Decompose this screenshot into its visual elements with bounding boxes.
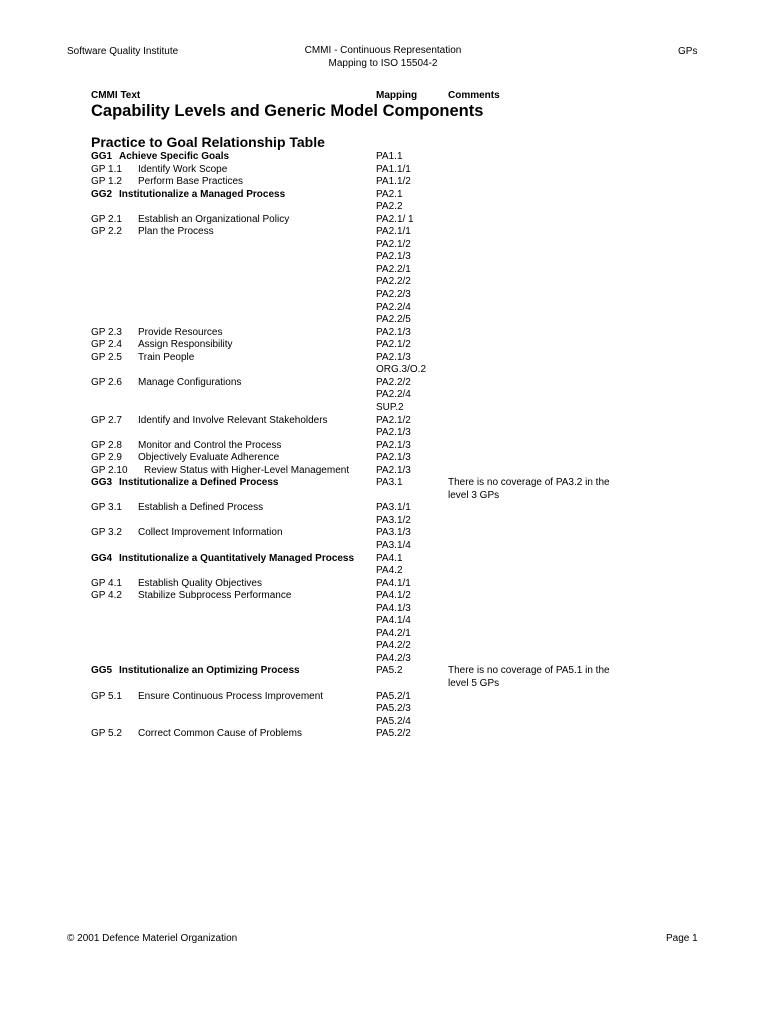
mapping-list [376,189,403,214]
goal-id: GG4 [91,552,113,564]
mapping-entry: PA3.1/3 [376,527,411,539]
mapping-entry: PA3.1/2 [376,514,411,526]
mapping-list [376,665,403,678]
mapping-entry: PA2.1/3 [376,427,411,439]
practice-id: GP 2.6 [91,376,122,388]
practice-id: GP 1.2 [91,176,122,188]
practice-row [91,465,651,478]
goal-id: GG2 [91,188,113,200]
mapping-entry: PA2.1/2 [376,414,411,426]
mapping-entry: PA2.1/1 [376,226,411,238]
practice-name: Establish an Organizational Policy [138,213,290,225]
practice-id: GP 2.8 [91,439,122,451]
mapping-entry: PA1.1 [376,151,403,162]
mapping-entry: PA4.2/2 [376,640,411,652]
mapping-entry: PA2.1/3 [376,251,411,263]
mapping-entry: PA3.1/4 [376,539,411,551]
comment-text: There is no coverage of PA5.1 in the level 5 GPs [448,665,610,689]
practice-name: Ensure Continuous Process Improvement [138,690,324,702]
practice-name: Collect Improvement Information [138,527,283,539]
mapping-list [376,527,411,552]
mapping-entry: PA4.1 [376,552,403,564]
goal-id: GG1 [91,151,113,162]
mapping-entry: PA1.1/1 [376,163,411,175]
header-title-line2: Mapping to ISO 15504-2 [328,57,438,69]
mapping-entry: PA2.2/2 [376,276,411,288]
mapping-entry: PA5.2 [376,665,403,677]
table-title: Practice to Goal Relationship Table [91,134,325,150]
mapping-entry: PA4.1/4 [376,615,411,627]
practice-row [91,377,651,415]
goal-row [91,665,651,690]
mapping-list [376,578,411,591]
mapping-list [376,415,411,440]
practice-row [91,728,651,741]
practice-name: Train People [138,351,195,363]
practice-row [91,176,651,189]
practice-name: Monitor and Control the Process [138,439,282,451]
practice-name: Assign Responsibility [138,339,233,351]
practice-id: GP 5.2 [91,728,122,740]
practice-name: Establish Quality Objectives [138,577,262,589]
practice-name: Plan the Process [138,226,214,238]
practice-name: Stabilize Subprocess Performance [138,590,292,602]
mapping-list [376,164,411,177]
mapping-list [376,339,411,352]
mapping-entry: PA5.2/1 [376,690,411,702]
practice-id: GP 2.2 [91,226,122,238]
goal-name: Institutionalize an Optimizing Process [119,665,300,677]
practice-name: Objectively Evaluate Adherence [138,452,280,464]
practice-row [91,214,651,227]
practice-id: GP 4.1 [91,577,122,589]
practice-name: Correct Common Cause of Problems [138,728,302,740]
mapping-entry: PA2.1/3 [376,351,411,363]
goal-row [91,553,651,578]
practice-name: Review Status with Higher-Level Management [144,464,350,476]
practice-row [91,415,651,440]
mapping-list [376,151,403,164]
goal-name: Achieve Specific Goals [119,151,230,162]
practice-name: Identify Work Scope [138,163,228,175]
mapping-list [376,477,403,490]
mapping-entry: PA4.2 [376,565,403,577]
mapping-entry: PA2.2/4 [376,389,411,401]
practice-id: GP 4.2 [91,590,122,602]
column-header-comments: Comments [448,90,500,101]
mapping-entry: PA2.1/3 [376,464,411,476]
mapping-entry: PA2.1/3 [376,452,411,464]
mapping-list [376,327,411,340]
mapping-entry: PA2.2/1 [376,263,411,275]
footer-page-number: Page 1 [666,933,698,944]
mapping-list [376,728,411,741]
mapping-list [376,691,411,729]
practice-name: Manage Configurations [138,376,242,388]
mapping-list [376,226,411,326]
mapping-list [376,553,403,578]
practice-row [91,590,651,665]
header-organization: Software Quality Institute [67,46,179,57]
practice-row [91,578,651,591]
practice-id: GP 2.3 [91,326,122,338]
mapping-entry: PA2.2 [376,201,403,213]
goal-name: Institutionalize a Defined Process [119,477,279,489]
header-document-title [283,45,483,70]
mapping-entry: PA2.1/ 1 [376,213,414,225]
mapping-entry: PA2.2/5 [376,314,411,326]
mapping-list [376,377,411,415]
practice-row [91,440,651,453]
mapping-entry: PA2.2/3 [376,289,411,301]
practice-row [91,339,651,352]
practice-name: Provide Resources [138,326,223,338]
mapping-list [376,502,411,527]
column-header-cmmi-text: CMMI Text [91,90,141,101]
mapping-entry: PA4.2/3 [376,652,411,664]
goal-name: Institutionalize a Quantitatively Managed Process [119,552,355,564]
practice-row [91,452,651,465]
column-header-mapping: Mapping [376,90,418,101]
mapping-entry: PA2.1/2 [376,339,411,351]
mapping-list [376,590,411,665]
mapping-entry: PA4.2/1 [376,627,411,639]
mapping-entry: PA2.1 [376,188,403,200]
mapping-entry: PA1.1/2 [376,176,411,188]
practice-row [91,352,651,377]
mapping-list [376,465,411,478]
practice-id: GP 2.4 [91,339,122,351]
mapping-list [376,352,426,377]
mapping-entry: PA5.2/4 [376,715,411,727]
practice-id: GP 2.1 [91,213,122,225]
practice-id: GP 5.1 [91,690,122,702]
relationship-table [91,151,651,741]
practice-row [91,327,651,340]
mapping-entry: PA5.2/2 [376,728,411,740]
practice-id: GP 2.10 [91,464,128,476]
comment-text: There is no coverage of PA3.2 in the level 3 GPs [448,477,610,501]
header-title-line1: CMMI - Continuous Representation [304,45,462,56]
practice-id: GP 3.1 [91,502,122,514]
practice-id: GP 2.7 [91,414,122,426]
mapping-entry: PA3.1/1 [376,502,411,514]
goal-id: GG5 [91,665,113,677]
mapping-entry: PA2.1/3 [376,439,411,451]
goal-row [91,189,651,214]
mapping-entry: PA3.1 [376,477,403,489]
mapping-entry: ORG.3/O.2 [376,364,427,376]
practice-row [91,527,651,552]
mapping-entry: PA2.2/4 [376,301,411,313]
mapping-list [376,440,411,453]
goal-row [91,477,651,502]
practice-id: GP 3.2 [91,527,122,539]
practice-row [91,164,651,177]
practice-id: GP 1.1 [91,163,122,175]
practice-row [91,226,651,326]
mapping-list [376,452,411,465]
goal-name: Institutionalize a Managed Process [119,188,286,200]
mapping-entry: PA4.1/2 [376,590,411,602]
practice-row [91,691,651,729]
goal-row [91,151,651,164]
mapping-entry: PA2.1/3 [376,326,411,338]
mapping-entry: PA4.1/3 [376,602,411,614]
mapping-list [376,214,414,227]
goal-id: GG3 [91,477,113,489]
practice-id: GP 2.5 [91,351,122,363]
mapping-entry: PA2.2/2 [376,376,411,388]
mapping-list [376,176,411,189]
mapping-entry: SUP.2 [376,401,404,413]
page-title: Capability Levels and Generic Model Components [91,102,484,120]
practice-id: GP 2.9 [91,452,122,464]
practice-name: Perform Base Practices [138,176,244,188]
practice-name: Establish a Defined Process [138,502,264,514]
mapping-entry: PA5.2/3 [376,703,411,715]
practice-row [91,502,651,527]
practice-name: Identify and Involve Relevant Stakeholders [138,414,328,426]
header-section: GPs [678,46,698,57]
mapping-entry: PA2.1/2 [376,238,411,250]
mapping-entry: PA4.1/1 [376,577,411,589]
footer-copyright: © 2001 Defence Materiel Organization [67,933,238,944]
